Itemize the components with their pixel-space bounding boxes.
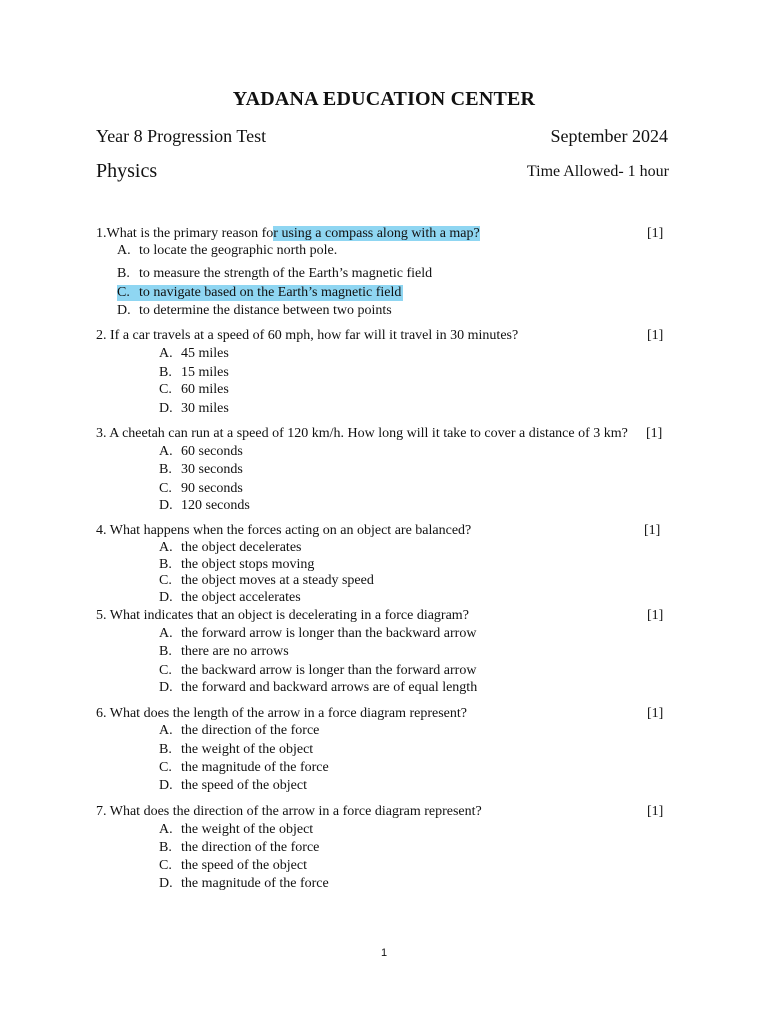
question-5-option-c: C. the backward arrow is longer than the forward arrow bbox=[159, 663, 477, 678]
question-1-option-b: B. to measure the strength of the Earth’s magnetic field bbox=[117, 266, 433, 281]
question-5-option-a: A. the forward arrow is longer than the backward arrow bbox=[159, 626, 477, 641]
question-7-option-a: A. the weight of the object bbox=[159, 822, 314, 837]
question-7-option-b: B. the direction of the force bbox=[159, 840, 320, 855]
question-4-option-c: C. the object moves at a steady speed bbox=[159, 573, 374, 588]
question-1-option-a: A. to locate the geographic north pole. bbox=[117, 243, 338, 258]
question-2-option-a: A. 45 miles bbox=[159, 346, 229, 361]
question-7-option-c: C. the speed of the object bbox=[159, 858, 307, 873]
question-1-marks: [1] bbox=[647, 226, 664, 241]
question-6-option-a: A. the direction of the force bbox=[159, 723, 320, 738]
question-2-option-b: B. 15 miles bbox=[159, 365, 229, 380]
time-allowed: Time Allowed- 1 hour bbox=[526, 163, 669, 180]
question-1-stem-text: 1.What is the primary reason fo bbox=[96, 226, 274, 241]
question-3-option-a: A. 60 seconds bbox=[159, 444, 243, 459]
test-date: September 2024 bbox=[550, 126, 668, 146]
question-5-stem: 5. What indicates that an object is decelerating in a force diagram? bbox=[96, 608, 469, 623]
question-6-option-b: B. the weight of the object bbox=[159, 742, 314, 757]
question-4-stem: 4. What happens when the forces acting on an object are balanced? bbox=[96, 523, 472, 538]
page-number: 1 bbox=[380, 947, 388, 959]
question-7-option-d: D. the magnitude of the force bbox=[159, 876, 329, 891]
question-4-option-a: A. the object decelerates bbox=[159, 540, 302, 555]
question-3-marks: [1] bbox=[646, 426, 663, 441]
document-title: YADANA EDUCATION CENTER bbox=[232, 88, 536, 110]
question-2-option-c: C. 60 miles bbox=[159, 382, 229, 397]
question-5-option-b: B. there are no arrows bbox=[159, 644, 289, 659]
question-7-stem: 7. What does the direction of the arrow in a force diagram represent? bbox=[96, 804, 482, 819]
question-5-option-d: D. the forward and backward arrows are of equal length bbox=[159, 680, 478, 695]
question-6-stem: 6. What does the length of the arrow in a force diagram represent? bbox=[96, 706, 467, 721]
question-7-marks: [1] bbox=[647, 804, 664, 819]
question-1-stem-highlight: r using a compass along with a map? bbox=[273, 226, 480, 241]
question-3-option-d: D. 120 seconds bbox=[159, 498, 250, 513]
question-1-stem bbox=[96, 226, 480, 242]
question-3-option-b: B. 30 seconds bbox=[159, 462, 243, 477]
question-6-option-d: D. the speed of the object bbox=[159, 778, 307, 793]
question-3-stem: 3. A cheetah can run at a speed of 120 km/h. How long will it take to cover a distance of 3 km? bbox=[96, 426, 628, 441]
question-2-stem: 2. If a car travels at a speed of 60 mph, how far will it travel in 30 minutes? bbox=[96, 328, 519, 343]
question-4-option-b: B. the object stops moving bbox=[159, 557, 315, 572]
question-6-marks: [1] bbox=[647, 706, 664, 721]
question-2-option-d: D. 30 miles bbox=[159, 401, 229, 416]
question-4-marks: [1] bbox=[644, 523, 661, 538]
question-2-marks: [1] bbox=[647, 328, 664, 343]
subject-title: Physics bbox=[96, 160, 158, 182]
question-1-option-d: D. to determine the distance between two points bbox=[117, 303, 392, 318]
question-1-option-c-highlighted: C. to navigate based on the Earth’s magnetic field bbox=[117, 285, 402, 300]
question-4-option-d: D. the object accelerates bbox=[159, 590, 301, 605]
question-6-option-c: C. the magnitude of the force bbox=[159, 760, 329, 775]
question-5-marks: [1] bbox=[647, 608, 664, 623]
question-3-option-c: C. 90 seconds bbox=[159, 481, 243, 496]
test-name: Year 8 Progression Test bbox=[96, 126, 267, 146]
